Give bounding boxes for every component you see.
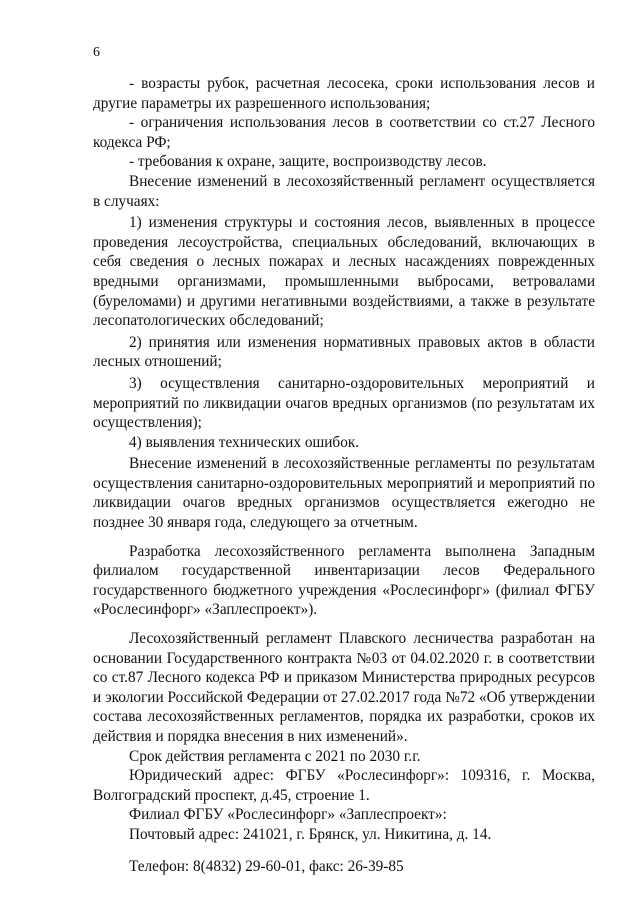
paragraph-legal-basis: Лесохозяйственный регламент Плавского лесничества разработан на основании Государственного контракта №03 от 04.02.2020 г. в соответствии со ст.87 Лесного кодекса РФ и приказом Министерства природных ресурсов и экологии Российской Федерации от 27.02.2017 года №72 «Об утверждении состава лесохозяйственных регламентов, порядка их разработки, сроков их действия и порядка внесения в них изменений». [93,630,595,745]
paragraph-developer: Разработка лесохозяйственного регламента выполнена Западным филиалом государственной инвентаризации лесов Федерального государственного бюджетного учреждения «Рослесинфорг» (филиал ФГБУ «Рослесинфорг» «Заплеспроект»). [93,542,595,619]
paragraph-validity-period: Срок действия регламента с 2021 по 2030 г.г. [129,747,421,765]
page-number: 6 [93,45,100,60]
paragraph-annual-amendments: Внесение изменений в лесохозяйственные регламенты по результатам осуществления санитарно-оздоровительных мероприятий и мероприятий по ликвидации очагов вредных организмов осуществляется ежегодно не позднее 30 января года, следующего за отчетным. [93,455,595,532]
paragraph-list-item-protection: - требования к охране, защите, воспроизводству лесов. [129,153,487,171]
paragraph-amendment-cases-intro: Внесение изменений в лесохозяйственный регламент осуществляется в случаях: [93,172,595,210]
paragraph-case-2: 2) принятия или изменения нормативных правовых актов в области лесных отношений; [93,333,595,371]
paragraph-legal-address: Юридический адрес: ФГБУ «Рослесинфорг»: 109316, г. Москва, Волгоградский проспект, д.45, строение 1. [93,767,595,804]
paragraph-list-item-restrictions: - ограничения использования лесов в соответствии со ст.27 Лесного кодекса РФ; [93,114,595,151]
paragraph-postal-address: Почтовый адрес: 241021, г. Брянск, ул. Никитина, д. 14. [129,825,492,843]
paragraph-branch-name: Филиал ФГБУ «Рослесинфорг» «Заплеспроект»: [129,806,447,824]
paragraph-case-3: 3) осуществления санитарно-оздоровительных мероприятий и мероприятий по ликвидации очагов вредных организмов (по результатам их осуществления); [93,374,595,432]
paragraph-phone-fax: Телефон: 8(4832) 29-60-01, факс: 26-39-85 [129,857,404,875]
document-body [93,74,595,876]
paragraph-case-1: 1) изменения структуры и состояния лесов, выявленных в процессе проведения лесоустройства, специальных обследований, включающих в себя сведения о лесных пожарах и лесных насаждениях поврежденных вредными организмами, промышленными выбросами, ветровалами (буреломами) и другими негативными воздействиями, а также в результате лесопатологических обследований; [93,214,595,330]
paragraph-case-4: 4) выявления технических ошибок. [129,433,360,451]
paragraph-list-item-cutting-ages: - возрасты рубок, расчетная лесосека, сроки использования лесов и другие параметры их разрешенного использования; [93,75,595,112]
